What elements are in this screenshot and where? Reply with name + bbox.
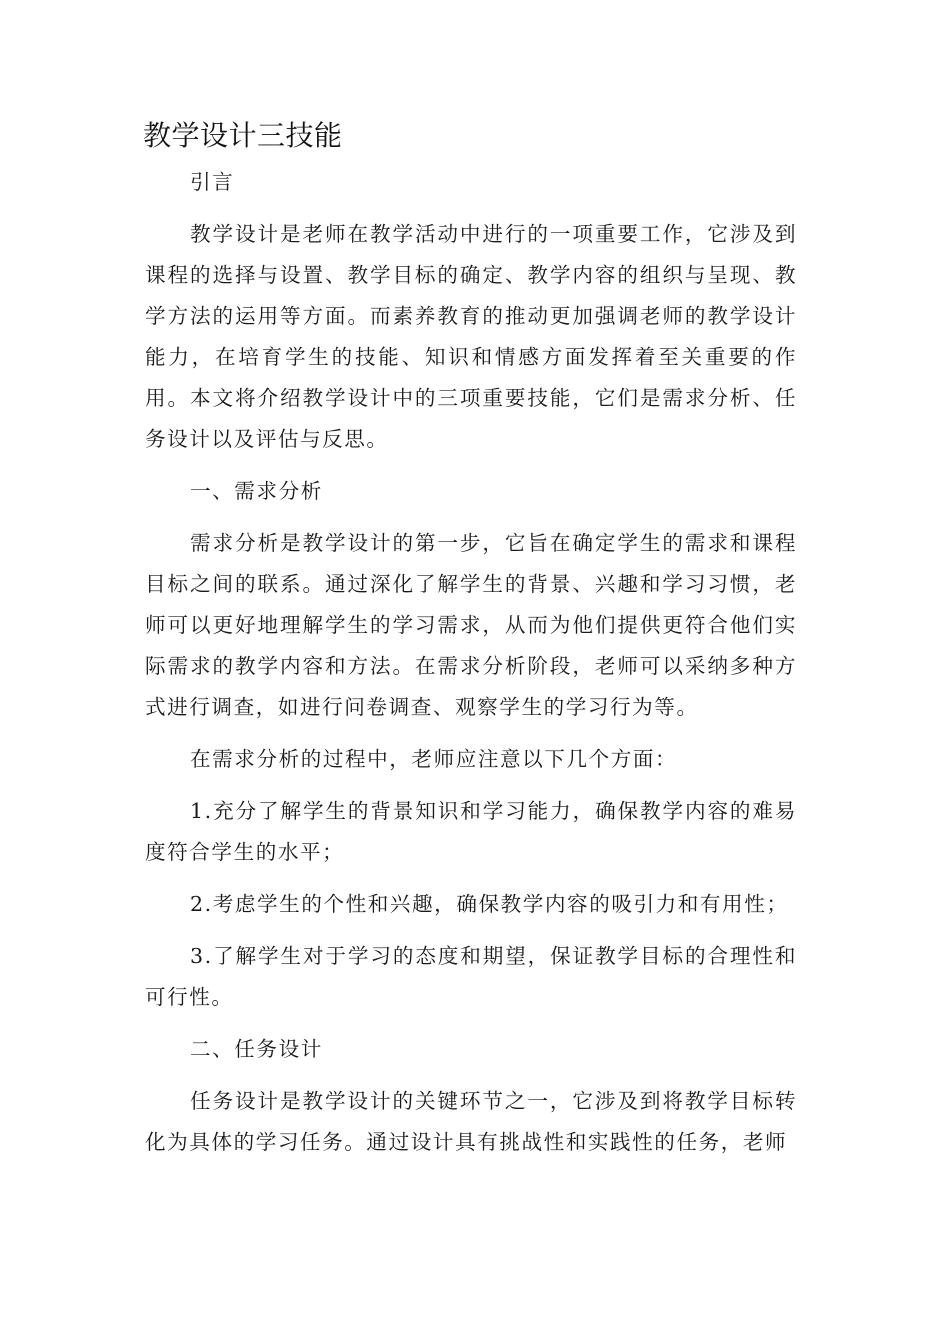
document-title: 教学设计三技能 — [143, 119, 343, 152]
list-item-1: 1.充分了解学生的背景知识和学习能力，确保教学内容的难易度符合学生的水平； — [145, 799, 797, 864]
document-body — [145, 162, 797, 1174]
paragraph-needs-analysis-points-intro: 在需求分析的过程中，老师应注意以下几个方面： — [190, 747, 678, 771]
paragraph-needs-analysis: 需求分析是教学设计的第一步，它旨在确定学生的需求和课程目标之间的联系。通过深化了解学生的背景、兴趣和学习习惯，老师可以更好地理解学生的学习需求，从而为他们提供更符合他们实际需求的教学内容和方法。在需求分析阶段，老师可以采纳多种方式进行调查，如进行问卷调查、观察学生的学习行为等。 — [145, 531, 797, 719]
section-heading-task-design: 二、任务设计 — [190, 1037, 323, 1061]
section-heading-needs-analysis: 一、需求分析 — [190, 479, 323, 503]
paragraph-task-design: 任务设计是教学设计的关键环节之一，它涉及到将教学目标转化为具体的学习任务。通过设计具有挑战性和实践性的任务，老师 — [145, 1089, 797, 1154]
list-item-3: 3.了解学生对于学习的态度和期望，保证教学目标的合理性和可行性。 — [145, 944, 797, 1009]
paragraph-intro: 教学设计是老师在教学活动中进行的一项重要工作，它涉及到课程的选择与设置、教学目标的确定、教学内容的组织与呈现、教学方法的运用等方面。而素养教育的推动更加强调老师的教学设计能力，在培育学生的技能、知识和情感方面发挥着至关重要的作用。本文将介绍教学设计中的三项重要技能，它们是需求分析、任务设计以及评估与反思。 — [145, 222, 797, 451]
paragraph-intro-heading: 引言 — [190, 170, 235, 194]
list-item-2: 2.考虑学生的个性和兴趣，确保教学内容的吸引力和有用性； — [190, 892, 789, 916]
